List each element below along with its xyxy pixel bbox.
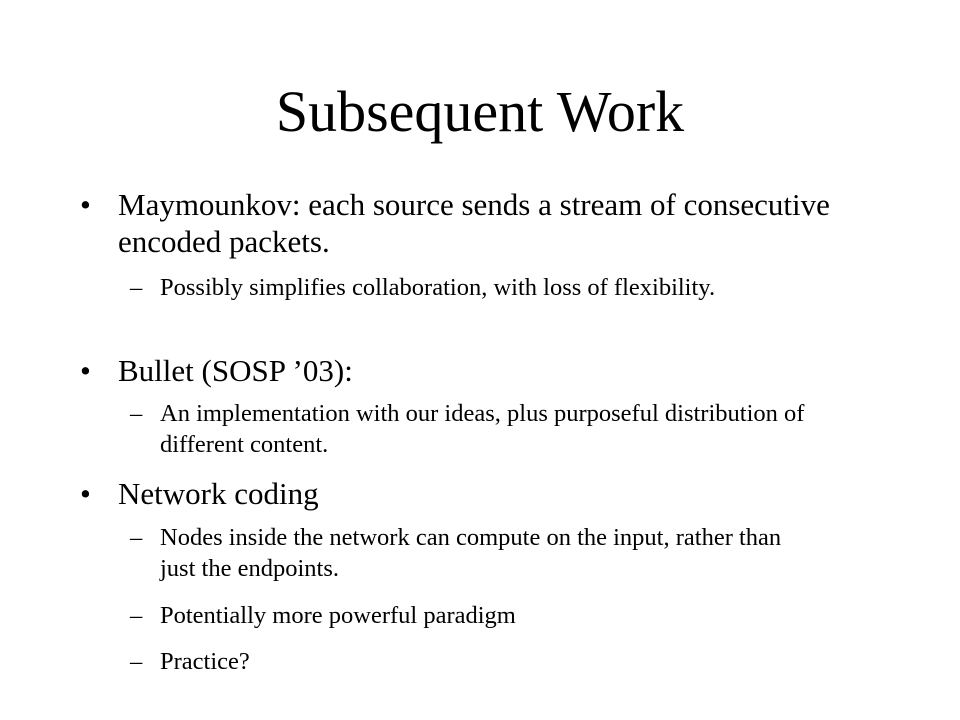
bullet-text: Network coding [118,476,319,511]
sub-item-text: Nodes inside the network can compute on the input, rather than just the endpoints. [160,524,782,582]
bullet-text: Bullet (SOSP ’03): [118,353,353,388]
dash-marker: – [130,274,143,301]
bullet-marker: • [80,476,91,511]
bullet-text: Maymounkov: each source sends a stream of consecutive encoded packets. [118,187,830,259]
dash-marker: – [130,524,143,551]
bullet-item-bullet [80,352,838,389]
dash-marker: – [130,400,143,427]
sub-item [130,646,820,677]
bullet-marker: • [80,353,91,388]
dash-marker: – [130,648,143,675]
bullet-item-network-coding [80,475,838,512]
sub-item [130,600,820,631]
sub-item-text: Practice? [160,648,250,675]
bullet-marker: • [80,187,91,222]
slide-title: Subsequent Work [275,79,685,144]
sub-item-text: Potentially more powerful paradigm [160,602,516,629]
dash-marker: – [130,602,143,629]
sub-item-text: Possibly simplifies collaboration, with loss of flexibility. [160,274,716,301]
sub-item [130,398,820,460]
sub-item-text: An implementation with our ideas, plus purposeful distribution of different content. [160,400,805,458]
bullet-item-maymounkov [80,186,838,260]
sub-item [130,522,820,584]
sub-item [130,272,820,303]
